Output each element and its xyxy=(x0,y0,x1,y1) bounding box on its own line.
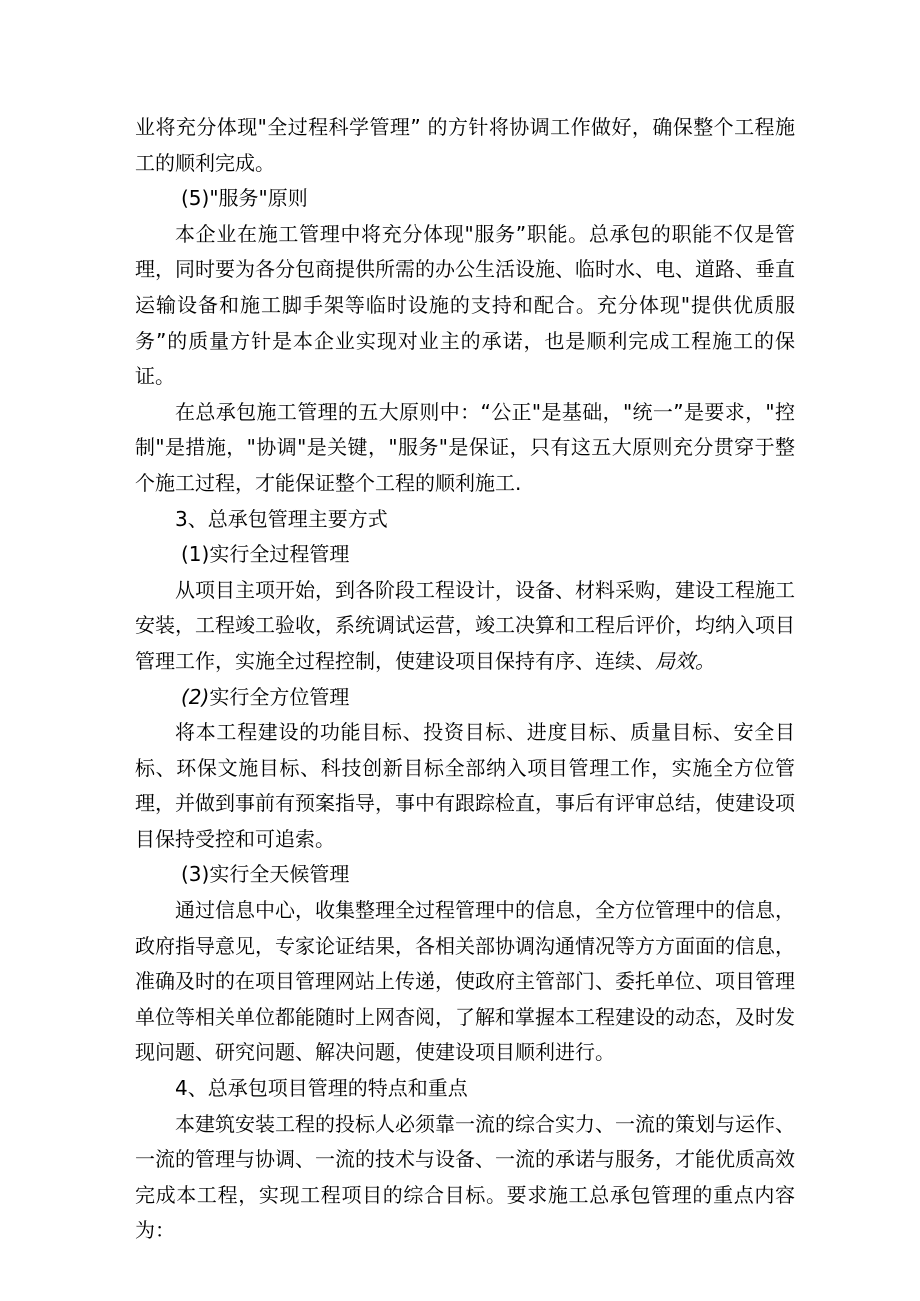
paragraph-service: 本企业在施工管理中将充分体现"服务”职能。总承包的职能不仅是管理，同时要为各分包商提供所需的办公生活设施、临时水、电、道路、垂直运输设备和施工脚手架等临时设施的支持和配合。充分体现"提供优质服务”的质量方针是本企业实现对业主的承诺，也是顺利完成工程施工的保证。 xyxy=(135,221,795,389)
paragraph-full-process-tail: 局效。 xyxy=(655,648,715,673)
paragraph-full-process xyxy=(135,573,795,680)
paragraph-five-principles: 在总承包施工管理的五大原则中：“公正"是基础，"统一”是要求，"控制"是措施，"协调"是关键，"服务"是保证，只有这五大原则充分贯穿于整个施工过程，才能保证整个工程的顺利施工. xyxy=(135,399,795,495)
document-body xyxy=(135,110,795,1249)
paragraph-all-round: 将本工程建设的功能目标、投资目标、进度目标、质量目标、安全目标、环保文施目标、科技创新目标全部纳入项目管理工作，实施全方位管理，并做到事前有预案指导，事中有跟踪检直，事后有评审总结，使建设项目保持受控和可追索。 xyxy=(135,720,795,851)
heading-service-principle: (5)"服务"原则 xyxy=(181,186,308,211)
paragraph-key-points: 本建筑安装工程的投标人必须靠一流的综合实力、一流的策划与运作、一流的管理与协调、一流的技术与设备、一流的承诺与服务，才能优质高效完成本工程，实现工程项目的综合目标。要求施工总承包管理的重点内容为： xyxy=(135,1111,795,1243)
paragraph-all-weather: 通过信息中心，收集整理全过程管理中的信息，全方位管理中的信息，政府指导意见，专家论证结果，各相关部协调沟通情况等方方面面的信息，准确及时的在项目管理网站上传递，使政府主管部门、委托单位、项目管理单位等相关单位都能随时上网杳阅，了解和掌握本工程建设的动态，及时发现问题、研究问题、解决问题，使建设项目顺利进行。 xyxy=(135,898,795,1065)
heading-full-process: (1)实行全过程管理 xyxy=(181,542,350,567)
heading-all-round-label: 实行全方位管理 xyxy=(209,684,350,709)
section-heading-4: 4、总承包项目管理的特点和重点 xyxy=(175,1076,468,1101)
section-heading-3: 3、总承包管理主要方式 xyxy=(175,506,388,531)
paragraph-continuation: 业将充分体现"全过程科学管理” 的方针将协调工作做好，确保整个工程施工的顺利完成。 xyxy=(135,115,795,175)
heading-all-round-number: (2) xyxy=(181,684,210,709)
heading-all-weather: (3)实行全天候管理 xyxy=(181,862,350,887)
heading-all-round xyxy=(135,680,795,716)
paragraph-full-process-main: 从项目主项开始，到各阶段工程设计，设备、材料采购，建设工程施工安装，工程竣工验收，系统调试运营，竣工决算和工程后评价，均纳入项目管理工作，实施全过程控制，使建设项目保持有序、连续、 xyxy=(135,577,795,673)
